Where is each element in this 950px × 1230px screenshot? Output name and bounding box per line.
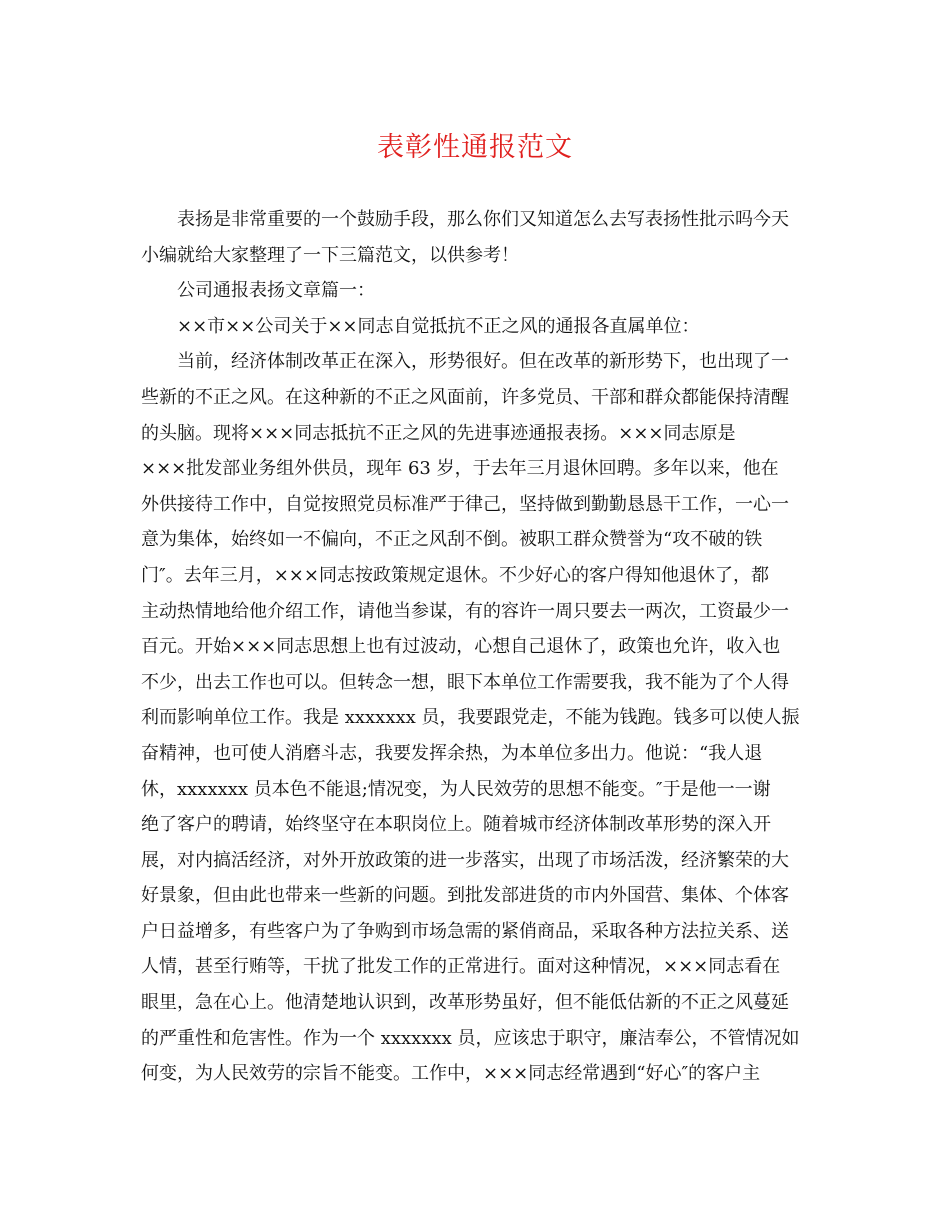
document-body [141,202,811,1092]
body-line: 表扬是非常重要的一个鼓励手段，那么你们又知道怎么去写表扬性批示吗今天 [177,209,789,230]
body-line: 外供接待工作中，自觉按照党员标准严于律己，坚持做到勤勤恳恳干工作，一心一 [141,493,789,515]
body-line: 公司通报表扬文章篇一： [177,280,375,302]
body-line: 当前，经济体制改革正在深入，形势很好。但在改革的新形势下，也出现了一 [177,351,789,373]
body-line: 小编就给大家整理了一下三篇范文，以供参考！ [141,244,519,266]
body-line: 些新的不正之风。在这种新的不正之风面前，许多党员、干部和群众都能保持清醒 [141,386,789,408]
document-title: 表彰性通报范文 [377,132,573,163]
body-line: 展，对内搞活经济，对外开放政策的进一步落实，出现了市场活泼，经济繁荣的大 [141,849,789,871]
body-line: 意为集体，始终如一不偏向，不正之风刮不倒。被职工群众赞誉为“攻不破的铁 [141,529,763,551]
body-line: 奋精神，也可使人消磨斗志，我要发挥余热，为本单位多出力。他说：“我人退 [141,742,763,764]
body-line: 的严重性和危害性。作为一个 xxxxxxx 员，应该忠于职守，廉洁奉公，不管情况如 [141,1027,800,1049]
body-line: 休，xxxxxxx 员本色不能退;情况变，为人民效劳的思想不能变。″于是他一一谢 [141,778,771,800]
body-line: ×××批发部业务组外供员，现年 63 岁，于去年三月退休回聘。多年以来，他在 [141,458,779,480]
body-line: 门″。去年三月，×××同志按政策规定退休。不少好心的客户得知他退休了，都 [141,564,769,586]
body-line: 利而影响单位工作。我是 xxxxxxx 员，我要跟党走，不能为钱跑。钱多可以使人振 [141,707,800,729]
body-line: 不少，出去工作也可以。但转念一想，眼下本单位工作需要我，我不能为了个人得 [141,671,789,693]
body-line: 好景象，但由此也带来一些新的问题。到批发部进货的市内外国营、集体、个体客 [141,885,789,907]
body-line: 百元。开始×××同志思想上也有过波动，心想自己退休了，政策也允许，收入也 [141,636,781,658]
body-line: 户日益增多，有些客户为了争购到市场急需的紧俏商品，采取各种方法拉关系、送 [141,920,789,942]
body-line: 的头脑。现将×××同志抵抗不正之风的先进事迹通报表扬。×××同志原是 [141,422,736,444]
body-line: ××市××公司关于××同志自觉抵抗不正之风的通报各直属单位： [177,315,700,337]
body-line: 人情，甚至行贿等，干扰了批发工作的正常进行。面对这种情况，×××同志看在 [141,956,781,978]
body-line: 主动热情地给他介绍工作，请他当参谋，有的容许一周只要去一两次，工资最少一 [141,600,789,622]
body-line: 何变，为人民效劳的宗旨不能变。工作中，×××同志经常遇到“好心″的客户主 [141,1063,761,1085]
body-line: 眼里，急在心上。他清楚地认识到，改革形势虽好，但不能低估新的不正之风蔓延 [141,992,789,1014]
body-line: 绝了客户的聘请，始终坚守在本职岗位上。随着城市经济体制改革形势的深入开 [141,814,771,836]
